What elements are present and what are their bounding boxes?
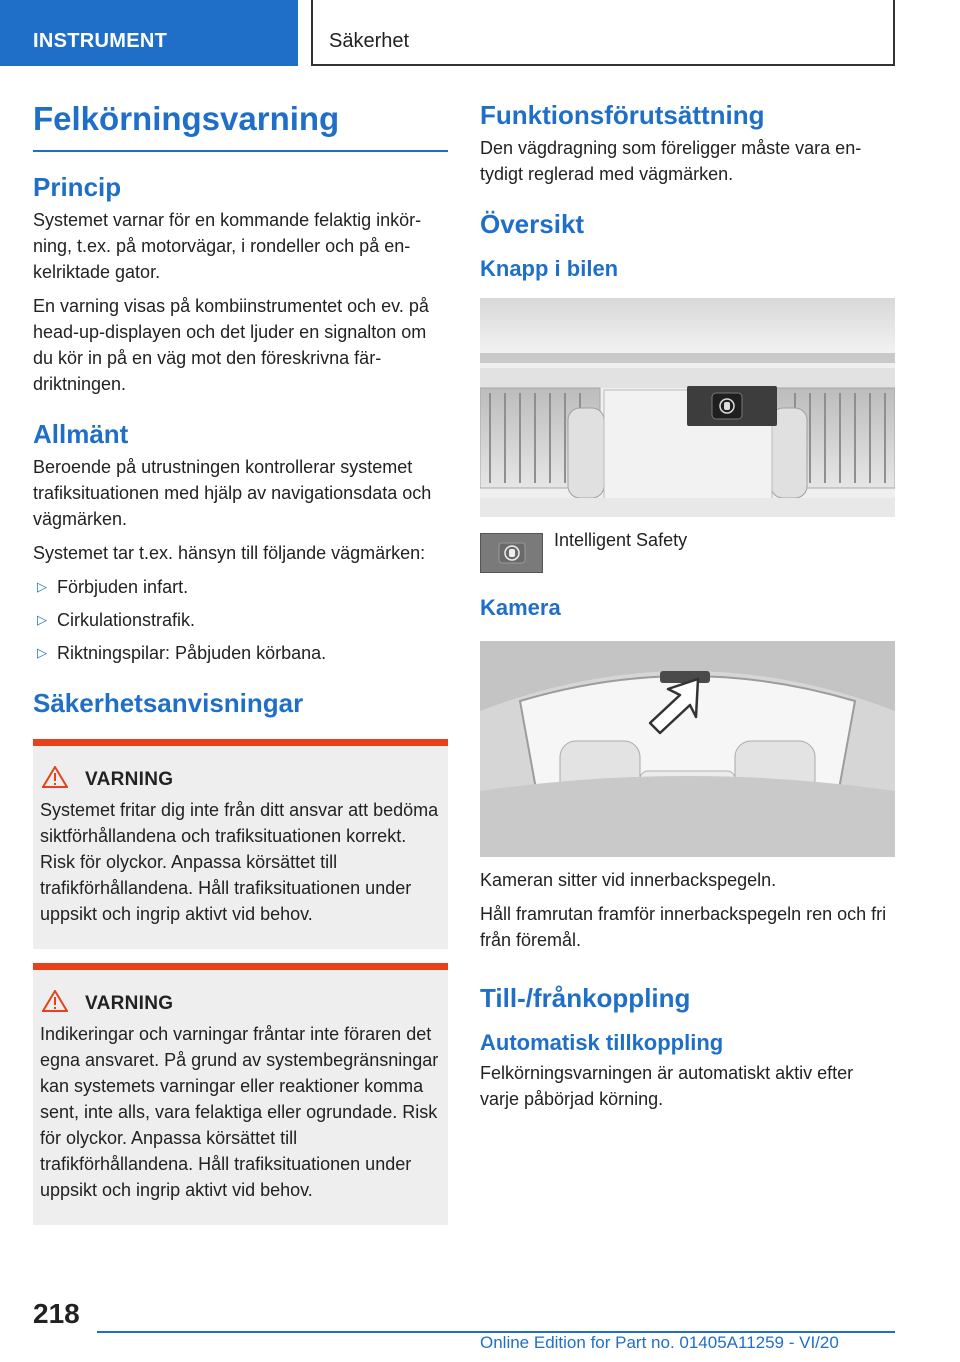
- chapter-label: INSTRUMENT: [33, 30, 168, 52]
- oversikt-heading: Översikt: [480, 209, 585, 239]
- list-item: ▷ Cirkulationstrafik.: [33, 607, 448, 633]
- camera-photo: [480, 641, 895, 857]
- button-photo: [480, 298, 895, 517]
- chapter-tab[interactable]: [0, 0, 298, 66]
- section-label: Säkerhet: [329, 30, 410, 52]
- kamera-heading: Kamera: [480, 595, 561, 620]
- left-column: [33, 100, 448, 1239]
- page-title: Felkörningsvarning: [33, 100, 448, 152]
- till-heading: Till-/frånkoppling: [480, 983, 691, 1013]
- automatisk-paragraph: Felkörningsvarningen är automatiskt aktiv efter varje påbörjad körning.: [480, 1063, 854, 1109]
- warning-box-1: [33, 739, 448, 949]
- princip-paragraph-1: Systemet varnar för en kommande felaktig inkörning, t.ex. på motorvägar, i rondeller och på enkelriktade gator.: [33, 210, 422, 282]
- section-tab[interactable]: [311, 0, 895, 66]
- triangle-bullet-icon: ▷: [37, 612, 47, 627]
- page-number: 218: [33, 1298, 80, 1329]
- knapp-heading: Knapp i bilen: [480, 256, 619, 281]
- warning-text: Indikeringar och varningar fråntar inte föraren det egna ansvaret. På grund av systembegränsningar kan systemets varningar eller reaktioner komma sent, inte alls, vara felaktiga eller ogrundade. Risk för olyckor. Anpassa körsättet till trafikförhållandena. Håll trafiksituationen under uppsikt och ingrip aktivt vid behov.: [40, 1024, 439, 1200]
- warning-text: Systemet fritar dig inte från ditt ansvar att bedöma siktförhållandena och trafiksituationen korrekt. Risk för olyckor. Anpassa körsättet till trafikförhållandena. Håll trafiksituationen under uppsikt och ingrip aktivt vid behov.: [40, 800, 439, 924]
- allmant-paragraph-1: Beroende på utrustningen kontrollerar systemet trafiksituationen med hjälp av navigationsdata och vägmärken.: [33, 457, 432, 529]
- warning-label: VARNING: [85, 992, 174, 1014]
- kamera-paragraph-2: Håll framrutan framför innerbackspegeln ren och fri från föremål.: [480, 904, 887, 950]
- allmant-paragraph-2: Systemet tar t.ex. hänsyn till följande vägmärken:: [33, 543, 426, 563]
- warning-title: [40, 766, 440, 793]
- funktion-paragraph: Den vägdragning som föreligger måste vara entydigt reglerad med vägmärken.: [480, 138, 862, 184]
- list-item: ▷ Förbjuden infart.: [33, 574, 448, 600]
- list-item: ▷ Riktningspilar: Påbjuden körbana.: [33, 640, 448, 666]
- allmant-heading: Allmänt: [33, 419, 129, 449]
- princip-heading: Princip: [33, 172, 122, 202]
- button-caption: Intelligent Safety: [554, 530, 688, 550]
- warning-triangle-icon: [40, 766, 85, 793]
- button-legend: [480, 530, 895, 573]
- funktion-heading: Funktionsförutsättning: [480, 100, 765, 130]
- kamera-paragraph-1: Kameran sitter vid innerbackspegeln.: [480, 870, 777, 890]
- right-column: [480, 100, 895, 1120]
- edition-link[interactable]: Online Edition for Part no. 01405A11259 - VI/20: [480, 1333, 839, 1352]
- sign-list: [33, 574, 448, 666]
- page-header: [0, 0, 960, 66]
- triangle-bullet-icon: ▷: [37, 579, 47, 594]
- triangle-bullet-icon: ▷: [37, 645, 47, 660]
- princip-paragraph-2: En varning visas på kombiinstrumentet och ev. på head-up-displayen och det ljuder en signalton om du kör in på en väg mot den föreskrivna färdriktningen.: [33, 296, 429, 394]
- warning-label: VARNING: [85, 768, 174, 790]
- warning-box-2: [33, 963, 448, 1225]
- warning-title: [40, 990, 440, 1017]
- automatisk-heading: Automatisk tillkoppling: [480, 1030, 724, 1055]
- warning-triangle-icon: [40, 990, 85, 1017]
- safety-heading: Säkerhetsanvisningar: [33, 688, 304, 718]
- intelligent-safety-button-icon: [480, 533, 543, 573]
